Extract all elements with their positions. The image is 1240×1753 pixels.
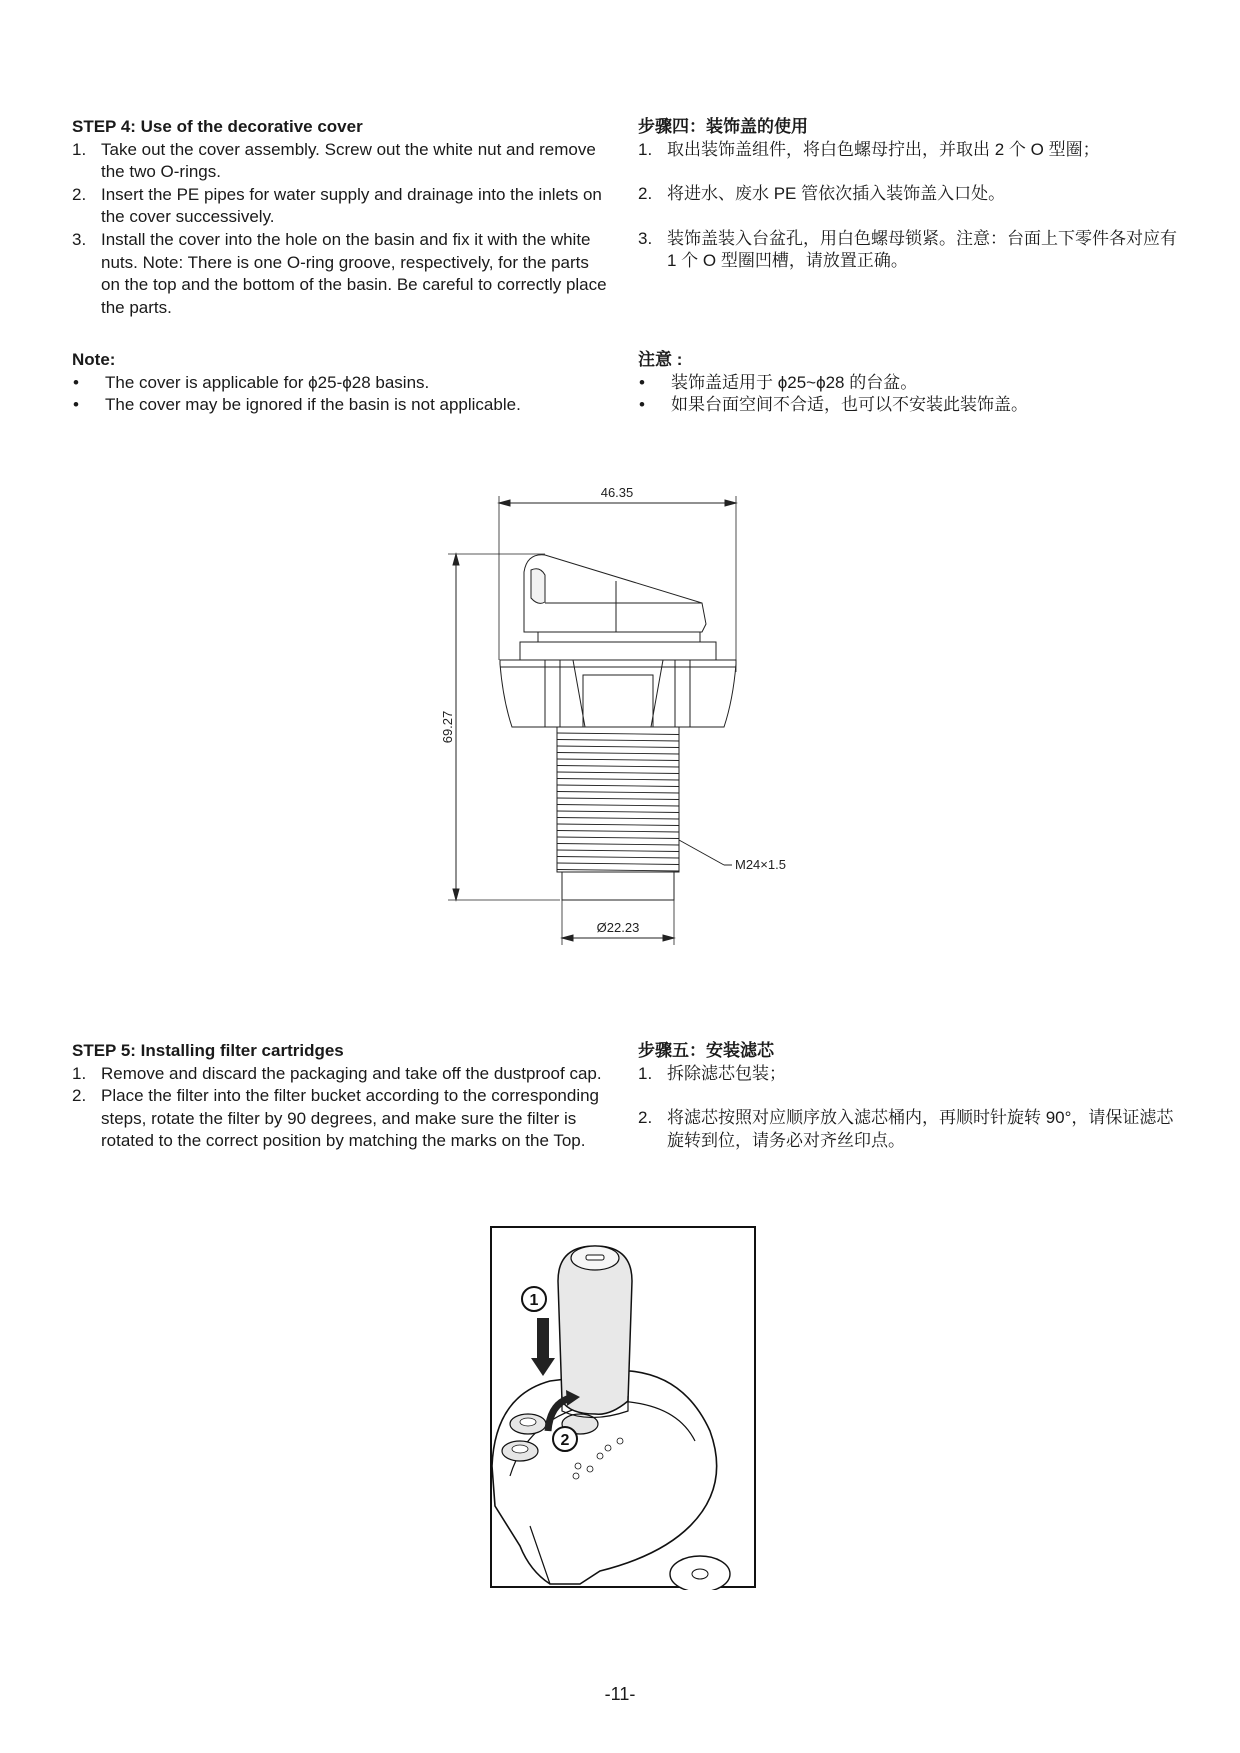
list-item: 3. Install the cover into the hole on the basin and fix it with the white nuts. Note: There is one O-ring groove, respectively, for the parts on the top and the bottom of the basin. Be careful to correctly place the parts. bbox=[72, 229, 607, 317]
arrowhead bbox=[562, 935, 573, 941]
step5-zh-section bbox=[638, 1040, 1178, 1152]
alignment-dot bbox=[617, 1438, 623, 1444]
list-item: • 如果台面空间不合适，也可以不安装此装饰盖。 bbox=[639, 395, 1028, 415]
list-item: • The cover is applicable for ϕ25-ϕ28 basins. bbox=[73, 372, 430, 392]
cap-recess bbox=[531, 569, 545, 604]
list-item: • The cover may be ignored if the basin is not applicable. bbox=[73, 395, 521, 415]
step5-en-list bbox=[72, 1063, 612, 1153]
collar-ring bbox=[538, 632, 700, 642]
callout-2-label: 2 bbox=[560, 1432, 570, 1449]
down-arrow-shaft bbox=[537, 1318, 549, 1358]
step4-zh-section bbox=[638, 116, 1178, 273]
arrowhead bbox=[453, 889, 459, 900]
slot-cap bbox=[520, 1418, 536, 1426]
step4-en-list bbox=[72, 139, 612, 320]
list-item: 1. Remove and discard the packaging and take off the dustproof cap. bbox=[72, 1063, 602, 1083]
tube-end bbox=[562, 872, 674, 900]
step5-zh-list bbox=[638, 1063, 1178, 1153]
list-item: • 装饰盖适用于 ϕ25~ϕ28 的台盆。 bbox=[639, 372, 918, 392]
step4-en-section bbox=[72, 116, 612, 319]
alignment-dot bbox=[575, 1463, 581, 1469]
arrowhead bbox=[453, 554, 459, 565]
note-zh-list bbox=[638, 372, 1178, 417]
step5-zh-title: 步骤五：安装滤芯 bbox=[638, 1041, 774, 1060]
cover-dimension-drawing bbox=[380, 470, 840, 960]
list-item: 3. 装饰盖装入台盆孔，用白色螺母锁紧。注意：台面上下零件各对应有 1 个 O 型圈凹槽，请放置正确。 bbox=[638, 228, 1177, 271]
note-en-section bbox=[72, 349, 612, 417]
list-item: 2. 将进水、废水 PE 管依次插入装饰盖入口处。 bbox=[638, 184, 1006, 204]
alignment-dot bbox=[573, 1473, 579, 1479]
list-item: 2. Place the filter into the filter bucket according to the corresponding steps, rotate the filter by 90 degrees, and make sure the filter is rotated to the correct position by matching the marks on the Top. bbox=[72, 1086, 600, 1151]
callout-1-label: 1 bbox=[529, 1292, 539, 1309]
alignment-dot bbox=[587, 1466, 593, 1472]
filter-cartridge bbox=[558, 1246, 632, 1414]
page-number: -11- bbox=[604, 1684, 636, 1704]
width-dimension-label: 46.35 bbox=[600, 485, 634, 500]
cover-cap bbox=[524, 555, 706, 632]
height-dimension-label: 69.27 bbox=[440, 710, 455, 744]
note-en-title: Note: bbox=[72, 350, 116, 369]
nut-window bbox=[583, 675, 653, 727]
list-item: 1. 拆除滤芯包装； bbox=[638, 1063, 786, 1083]
list-item: 1. 取出装饰盖组件，将白色螺母拧出，并取出 2 个 O 型圈； bbox=[638, 139, 1100, 159]
alignment-dot bbox=[605, 1445, 611, 1451]
note-zh-section bbox=[638, 349, 1178, 417]
alignment-dot bbox=[597, 1453, 603, 1459]
thread-label: M24×1.5 bbox=[735, 857, 786, 872]
diameter-dimension-label: Ø22.23 bbox=[596, 920, 640, 935]
thread-leader-line bbox=[679, 840, 724, 865]
step4-en-title: STEP 4: Use of the decorative cover bbox=[72, 117, 363, 136]
threaded-tube bbox=[557, 727, 679, 900]
note-en-list bbox=[72, 372, 612, 417]
step4-zh-title: 步骤四：装饰盖的使用 bbox=[638, 117, 808, 136]
slot-cap bbox=[512, 1445, 528, 1453]
cartridge-handle bbox=[586, 1255, 604, 1260]
step4-zh-list bbox=[638, 139, 1178, 273]
step5-en-section bbox=[72, 1040, 612, 1153]
arrowhead bbox=[663, 935, 674, 941]
arrowhead bbox=[499, 500, 510, 506]
step5-en-title: STEP 5: Installing filter cartridges bbox=[72, 1041, 344, 1060]
filter-installation-illustration bbox=[490, 1226, 758, 1590]
list-item: 1. Take out the cover assembly. Screw out the white nut and remove the two O-rings. bbox=[72, 139, 596, 182]
note-zh-title: 注意 : bbox=[638, 350, 683, 369]
wheel-hub bbox=[692, 1569, 708, 1579]
list-item: 2. Insert the PE pipes for water supply and drainage into the inlets on the cover successively. bbox=[72, 184, 602, 227]
list-item: 2. 将滤芯按照对应顺序放入滤芯桶内，再顺时针旋转 90°，请保证滤芯旋转到位，请务必对齐丝印点。 bbox=[638, 1108, 1174, 1150]
collar-ring bbox=[520, 642, 716, 660]
arrowhead bbox=[725, 500, 736, 506]
